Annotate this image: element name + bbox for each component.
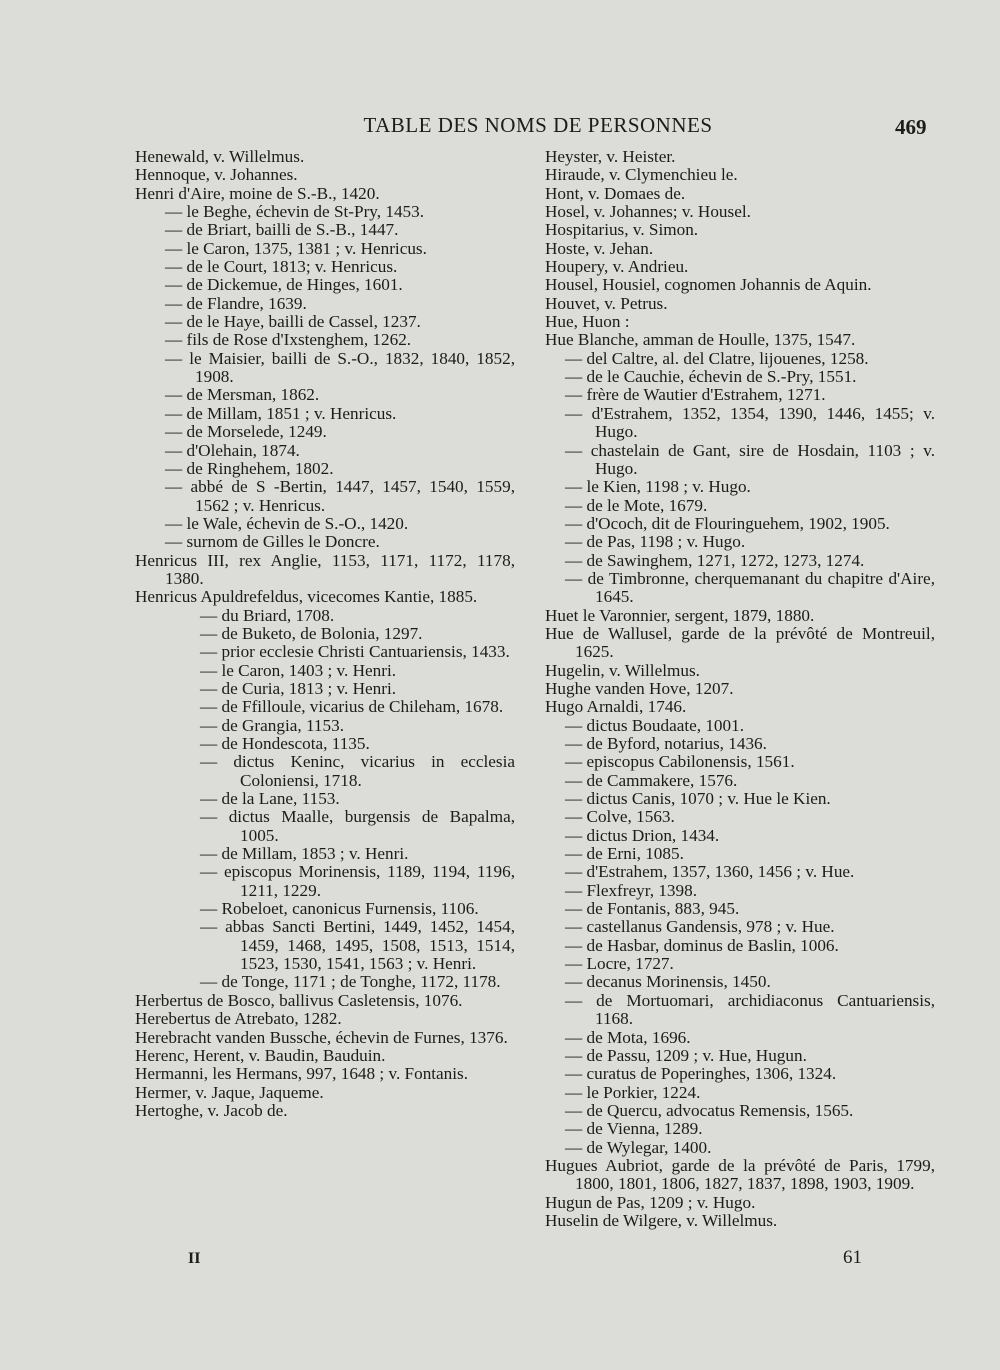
index-entry: — de Sawinghem, 1271, 1272, 1273, 1274. xyxy=(565,550,865,570)
index-entry: — de Mersman, 1862. xyxy=(165,385,320,405)
index-entry: — abbé de S -Bertin, 1447, 1457, 1540, 1559, 1562 ; v. Henricus. xyxy=(165,477,515,515)
index-entry: Huselin de Wilgere, v. Willelmus. xyxy=(545,1210,778,1230)
index-entry: — de Morselede, 1249. xyxy=(165,422,327,442)
index-entry: Henewald, v. Willelmus. xyxy=(135,147,305,166)
index-entry: — d'Estrahem, 1357, 1360, 1456 ; v. Hue. xyxy=(565,862,855,882)
index-entry: — de Buketo, de Bolonia, 1297. xyxy=(200,623,423,643)
index-entry: — de Flandre, 1639. xyxy=(165,293,307,313)
right-column xyxy=(545,148,935,1230)
index-entry: Huet le Varonnier, sergent, 1879, 1880. xyxy=(545,605,815,625)
index-entry: Herbertus de Bosco, ballivus Casletensis, 1076. xyxy=(135,990,463,1010)
index-entry: — dictus Maalle, burgensis de Bapalma, 1005. xyxy=(200,807,515,845)
index-entry: Hugelin, v. Willelmus. xyxy=(545,660,700,680)
index-entry: — castellanus Gandensis, 978 ; v. Hue. xyxy=(565,917,835,937)
index-entry: Hugo Arnaldi, 1746. xyxy=(545,697,687,717)
index-entry: — le Caron, 1375, 1381 ; v. Henricus. xyxy=(165,238,427,258)
index-entry: — d'Ococh, dit de Flouringuehem, 1902, 1905. xyxy=(565,513,890,533)
index-entry: — decanus Morinensis, 1450. xyxy=(565,972,771,992)
index-entry: Henricus Apuldrefeldus, vicecomes Kantie, 1885. xyxy=(135,587,478,607)
index-entry: — le Caron, 1403 ; v. Henri. xyxy=(200,660,397,680)
index-entry: — prior ecclesie Christi Cantuariensis, 1433. xyxy=(200,642,510,662)
sheet-number: 61 xyxy=(843,1247,862,1268)
index-entry: — de Timbronne, cherquemanant du chapitre d'Aire, 1645. xyxy=(565,568,935,607)
index-entry: — de Cammakere, 1576. xyxy=(565,770,738,790)
index-entry: — de le Mote, 1679. xyxy=(565,495,708,515)
index-entry: Henri d'Aire, moine de S.-B., 1420. xyxy=(135,183,380,203)
index-entry: — chastelain de Gant, sire de Hosdain, 1103 ; v. Hugo. xyxy=(565,440,935,478)
index-entry: Henricus III, rex Anglie, 1153, 1171, 1172, 1178, 1380. xyxy=(135,550,515,588)
index-entry: — de Dickemue, de Hinges, 1601. xyxy=(165,275,403,295)
index-entry: — du Briard, 1708. xyxy=(200,605,335,625)
index-entry: — de Grangia, 1153. xyxy=(200,715,344,735)
index-entry: — de Vienna, 1289. xyxy=(565,1119,703,1139)
index-entry: — de Millam, 1853 ; v. Henri. xyxy=(200,844,409,864)
index-entry: — frère de Wautier d'Estrahem, 1271. xyxy=(565,385,826,405)
index-entry: — curatus de Poperinghes, 1306, 1324. xyxy=(565,1064,837,1084)
page-number: 469 xyxy=(895,115,927,139)
index-entry: — episcopus Morinensis, 1189, 1194, 1196, 1211, 1229. xyxy=(200,862,515,900)
index-entry: Herebertus de Atrebato, 1282. xyxy=(135,1009,342,1029)
index-entry: — dictus Drion, 1434. xyxy=(565,825,720,845)
index-entry: — le Kien, 1198 ; v. Hugo. xyxy=(565,477,751,497)
index-entry: — de Tonge, 1171 ; de Tonghe, 1172, 1178. xyxy=(200,972,501,992)
index-entry: Hoste, v. Jehan. xyxy=(545,238,654,258)
index-entry: — de Wylegar, 1400. xyxy=(565,1137,712,1157)
index-entry: Hermanni, les Hermans, 997, 1648 ; v. Fontanis. xyxy=(135,1064,469,1084)
index-entry: — de Ffilloule, vicarius de Chileham, 1678. xyxy=(200,697,504,717)
index-entry: — de le Cauchie, échevin de S.-Pry, 1551. xyxy=(565,367,857,387)
index-entry: — de Mota, 1696. xyxy=(565,1027,691,1047)
index-entry: — Colve, 1563. xyxy=(565,807,675,827)
index-entry: Hont, v. Domaes de. xyxy=(545,183,686,203)
left-column xyxy=(135,148,515,1120)
index-entry: — de Fontanis, 883, 945. xyxy=(565,899,740,919)
index-entry: — fils de Rose d'Ixstenghem, 1262. xyxy=(165,330,412,350)
index-entry: — Robeloet, canonicus Furnensis, 1106. xyxy=(200,899,479,919)
page-title: TABLE DES NOMS DE PERSONNES xyxy=(363,113,713,137)
index-entry: — de le Haye, bailli de Cassel, 1237. xyxy=(165,312,421,332)
index-entry: — le Wale, échevin de S.-O., 1420. xyxy=(165,513,409,533)
index-entry: Heyster, v. Heister. xyxy=(545,147,676,166)
index-entry: — Locre, 1727. xyxy=(565,954,674,974)
index-entry: Hue, Huon : xyxy=(545,312,630,332)
index-entry: — de Erni, 1085. xyxy=(565,844,684,864)
index-entry: — d'Olehain, 1874. xyxy=(165,440,300,460)
index-entry: — de Byford, notarius, 1436. xyxy=(565,734,767,753)
index-entry: — de Passu, 1209 ; v. Hue, Hugun. xyxy=(565,1045,807,1065)
index-entry: — surnom de Gilles le Doncre. xyxy=(165,532,380,552)
index-entry: — de Curia, 1813 ; v. Henri. xyxy=(200,678,397,698)
index-entry: — dictus Canis, 1070 ; v. Hue le Kien. xyxy=(565,789,831,809)
index-entry: — de Mortuomari, archidiaconus Cantuariensis, 1168. xyxy=(565,990,935,1029)
index-entry: — le Beghe, échevin de St-Pry, 1453. xyxy=(165,202,425,222)
index-entry: — episcopus Cabilonensis, 1561. xyxy=(565,752,795,772)
index-entry: Hospitarius, v. Simon. xyxy=(545,220,699,240)
index-entry: — de Hondescota, 1135. xyxy=(200,734,370,753)
index-entry: — de Quercu, advocatus Remensis, 1565. xyxy=(565,1100,854,1120)
index-entry: — de la Lane, 1153. xyxy=(200,789,340,809)
index-entry: — dictus Boudaate, 1001. xyxy=(565,715,745,735)
index-entry: — de le Court, 1813; v. Henricus. xyxy=(165,257,398,277)
index-entry: Hugun de Pas, 1209 ; v. Hugo. xyxy=(545,1192,756,1212)
index-entry: — abbas Sancti Bertini, 1449, 1452, 1454, 1459, 1468, 1495, 1508, 1513, 1514, 1523, 1530, 1541, 1563 ; v. Henri. xyxy=(200,917,515,974)
index-entry: — Flexfreyr, 1398. xyxy=(565,880,698,900)
index-entry: Hertoghe, v. Jacob de. xyxy=(135,1100,288,1120)
index-entry: — de Ringhehem, 1802. xyxy=(165,458,334,478)
index-entry: — le Porkier, 1224. xyxy=(565,1082,701,1102)
index-entry: — del Caltre, al. del Clatre, lijouenes, 1258. xyxy=(565,348,869,368)
index-entry: — de Pas, 1198 ; v. Hugo. xyxy=(565,532,746,552)
index-entry: Hosel, v. Johannes; v. Housel. xyxy=(545,202,751,222)
index-entry: Hue Blanche, amman de Houlle, 1375, 1547. xyxy=(545,330,856,350)
signature-mark: II xyxy=(188,1250,201,1267)
index-entry: Housel, Housiel, cognomen Johannis de Aquin. xyxy=(545,275,872,295)
index-entry: Hermer, v. Jaque, Jaqueme. xyxy=(135,1082,324,1102)
index-entry: Herebracht vanden Bussche, échevin de Furnes, 1376. xyxy=(135,1027,508,1047)
index-entry: — d'Estrahem, 1352, 1354, 1390, 1446, 1455; v. Hugo. xyxy=(565,403,935,442)
index-entry: — de Briart, bailli de S.-B., 1447. xyxy=(165,220,399,240)
index-entry: Hughe vanden Hove, 1207. xyxy=(545,678,734,698)
index-entry: Hue de Wallusel, garde de la prévôté de Montreuil, 1625. xyxy=(545,623,935,662)
index-entry: Hugues Aubriot, garde de la prévôté de Paris, 1799, 1800, 1801, 1806, 1827, 1837, 1898, 1903, 1909. xyxy=(545,1155,935,1194)
index-entry: Houvet, v. Petrus. xyxy=(545,293,668,313)
index-entry: Hiraude, v. Clymenchieu le. xyxy=(545,165,738,185)
index-entry: — dictus Keninc, vicarius in ecclesia Coloniensi, 1718. xyxy=(200,752,515,790)
index-entry: — de Hasbar, dominus de Baslin, 1006. xyxy=(565,935,839,955)
index-entry: — de Millam, 1851 ; v. Henricus. xyxy=(165,403,397,423)
index-entry: — le Maisier, bailli de S.-O., 1832, 1840, 1852, 1908. xyxy=(165,348,515,387)
index-entry: Hennoque, v. Johannes. xyxy=(135,165,298,185)
index-entry: Herenc, Herent, v. Baudin, Bauduin. xyxy=(135,1045,386,1065)
index-entry: Houpery, v. Andrieu. xyxy=(545,257,689,277)
